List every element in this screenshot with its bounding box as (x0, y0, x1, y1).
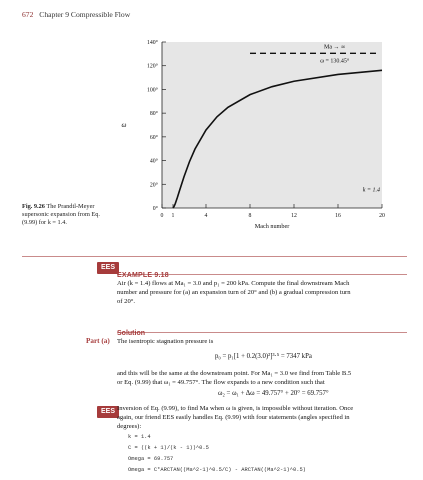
x-tick-label: 0 (160, 213, 164, 219)
problem-line: number and pressure for (a) an expansion turn of 20° and (b) a gradual compression turn (117, 289, 351, 296)
code-line: k = 1.4 (128, 434, 151, 440)
x-tick-label: 12 (291, 213, 297, 219)
ees-badge-top: EES (97, 262, 119, 274)
problem-line: of 20°. (117, 298, 136, 305)
x-tick-label: 1 (171, 213, 175, 219)
solution-title-bar (117, 322, 407, 337)
example-title-bar (117, 264, 407, 279)
figure-caption-text: The Prandtl-Meyer supersonic expansion from Eq. (9.99) for k = 1.4. (22, 203, 100, 226)
code-text: Omega = C*ARCTAN((Ma^2-1)^0.5/C) - ARCTAN((Ma^2-1)^0.5) (128, 467, 306, 473)
problem-statement (117, 279, 407, 306)
prandtl-meyer-chart (121, 38, 400, 258)
y-tick-label: 0° (152, 206, 158, 212)
x-axis-label: Mach number (254, 223, 290, 230)
stagnation-pressure-equation: p₀ = p₁[1 + 0.2(3.0)²]³·⁵ = 7347 kPa (215, 353, 312, 360)
y-axis-label: ω (121, 121, 127, 129)
code-line: C = ((k + 1)/(k - 1))^0.5 (128, 445, 209, 451)
solution-text-2 (117, 369, 407, 387)
y-tick-label: 40° (149, 158, 158, 165)
page-number: 672 (22, 10, 34, 19)
asymptote-label-bottom: ω = 130.45° (320, 58, 350, 65)
solution-text-1: The isentropic stagnation pressure is (117, 338, 214, 345)
example-title: EXAMPLE 9.18 (117, 272, 169, 279)
y-tick-label: 60° (149, 134, 158, 141)
y-tick-label: 120° (146, 63, 158, 70)
x-tick-label: 20 (379, 213, 385, 219)
solution-line: degrees): (117, 423, 142, 430)
solution-line: and this will be the same at the downstream point. For Ma₁ = 3.0 we find from Table B.5 (117, 370, 352, 377)
problem-line: Air (k = 1.4) flows at Ma₁ = 3.0 and p₁ = 200 kPa. Compute the final downstream Mach (117, 280, 350, 287)
section-divider (22, 256, 407, 257)
part-a-label: Part (a) (86, 337, 110, 345)
plot-area (162, 42, 382, 208)
y-tick-label: 20° (149, 182, 158, 189)
solution-text-3 (117, 404, 407, 431)
solution-line: or Eq. (9.99) that ω₁ = 49.757°. The flow expands to a new condition such that (117, 379, 325, 386)
omega-equation: ω₂ = ω₁ + Δω = 49.757° + 20° = 69.757° (218, 390, 329, 397)
k-annotation: k = 1.4 (362, 187, 380, 194)
y-tick-label: 100° (146, 87, 158, 94)
figure-caption (22, 203, 114, 227)
figure-label: Fig. 9.26 (22, 203, 45, 210)
solution-title: Solution (117, 330, 145, 337)
ees-badge-bottom: EES (97, 406, 119, 418)
x-tick-label: 16 (335, 213, 341, 219)
y-tick-label: 140° (146, 40, 158, 46)
page-header (22, 10, 130, 19)
chapter-title: Chapter 9 Compressible Flow (39, 10, 131, 19)
y-tick-label: 80° (149, 111, 158, 118)
code-line (128, 467, 306, 473)
code-line: Omega = 69.757 (128, 456, 174, 462)
x-tick-label: 8 (248, 213, 252, 219)
solution-line: Inversion of Eq. (9.99), to find Ma when ω is given, is impossible without iteration. Once (117, 405, 354, 412)
asymptote-label-top: Ma → ∞ (324, 44, 346, 51)
x-tick-label: 4 (204, 213, 208, 219)
solution-line: again, our friend EES easily handles Eq. (9.99) with four statements (angles specified in (117, 414, 350, 421)
